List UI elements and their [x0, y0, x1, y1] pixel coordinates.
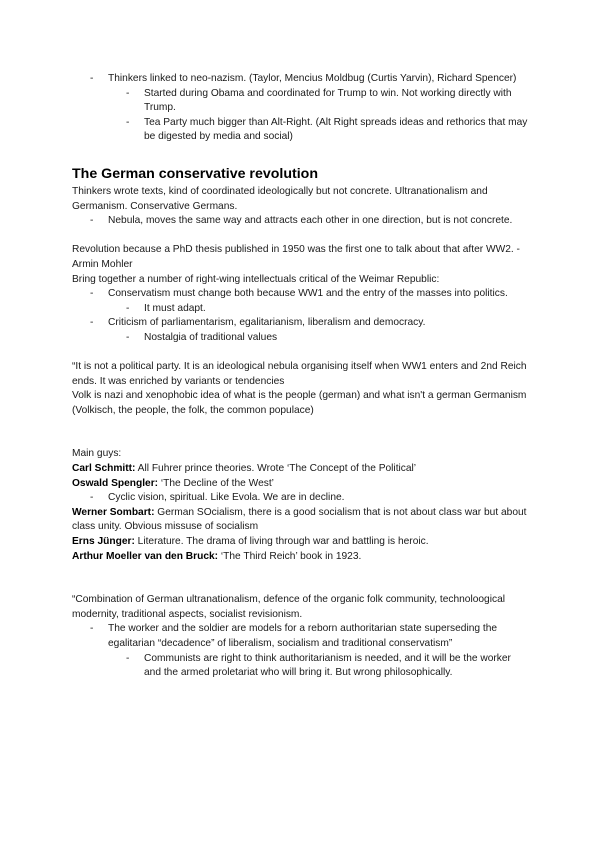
bullet-dash: -: [90, 623, 94, 635]
bullet-dash: -: [90, 215, 94, 227]
thinker-entry: [72, 462, 530, 477]
paragraph: Volk is nazi and xenophobic idea of what is the people (german) and what isn't a german Germanism (Volkisch, the people, the folk, the common populace): [72, 390, 527, 416]
paragraph: Revolution because a PhD thesis published in 1950 was the first one to talk about that after WW2. - Armin Mohler: [72, 244, 520, 270]
thinker-name: Oswald Spengler:: [72, 477, 159, 489]
thinker-entry: [72, 477, 530, 492]
list-item-text: It must adapt.: [144, 302, 206, 314]
spacer: [72, 229, 530, 244]
thinker-name: Erns Jünger:: [72, 536, 135, 548]
quote-paragraph: “It is not a political party. It is an ideological nebula organising itself when WW1 enters and 2nd Reich ends. It was enriched by variants or tendencies: [72, 361, 527, 387]
bullet-dash: -: [126, 302, 130, 314]
thinker-description: ‘The Decline of the West’: [158, 477, 274, 489]
thinker-description: ‘The Third Reich’ book in 1923.: [218, 550, 362, 562]
list-item-text: Criticism of parliamentarism, egalitarianism, liberalism and democracy.: [108, 317, 426, 329]
sub-list-item: [72, 302, 530, 317]
bullet-dash: -: [126, 331, 130, 343]
sub-list-item: [72, 652, 530, 681]
thinker-entry: [72, 535, 530, 550]
thinker-entry: [72, 506, 530, 535]
list-item-text: Started during Obama and coordinated for Trump to win. Not working directly with Trump.: [144, 87, 512, 114]
thinker-name: Werner Sombart:: [72, 506, 155, 518]
list-item-text: Tea Party much bigger than Alt-Right. (Alt Right spreads ideas and rethorics that may be digested by media and social): [144, 116, 528, 143]
list-item: [72, 72, 530, 87]
spacer: [72, 418, 530, 447]
list-item-text: Conservatism must change both because WW1 and the entry of the masses into politics.: [108, 288, 508, 300]
list-item: [72, 287, 530, 302]
list-item: [72, 491, 530, 506]
section-heading: The German conservative revolution: [72, 165, 318, 182]
document-body: [72, 72, 530, 681]
spacer: [72, 564, 530, 593]
thinker-name: Carl Schmitt:: [72, 463, 136, 475]
thinker-description: German SOcialism, there is a good socialism that is not about class war but about class unity. Obvious missuse of socialism: [72, 506, 527, 533]
thinker-description: Literature. The drama of living through war and battling is heroic.: [134, 536, 429, 548]
sub-list-item: [72, 116, 530, 145]
sub-list-item: [72, 331, 530, 346]
list-item-text: Nostalgia of traditional values: [144, 331, 278, 343]
bullet-dash: -: [90, 492, 94, 504]
main-guys-label: Main guys:: [72, 448, 122, 460]
bullet-dash: -: [90, 317, 94, 329]
sub-list-item: [72, 87, 530, 116]
list-item: [72, 316, 530, 331]
spacer: [72, 346, 530, 361]
bullet-dash: -: [126, 652, 130, 664]
paragraph: Thinkers wrote texts, kind of coordinated ideologically but not concrete. Ultranationalism and Germanism. Conservative Germans.: [72, 185, 488, 212]
list-item-text: The worker and the soldier are models for a reborn authoritarian state superseding the egalitarian “decadence” of liberalism, socialism and traditional conservatism”: [108, 623, 498, 649]
list-item-text: Cyclic vision, spiritual. Like Evola. We are in decline.: [108, 492, 345, 504]
bullet-dash: -: [126, 87, 130, 99]
quote-paragraph: “Combination of German ultranationalism, defence of the organic folk community, technoloogical modernity, traditional aspects, socialist revisionism.: [72, 594, 506, 620]
thinker-description: All Fuhrer prince theories. Wrote ‘The Concept of the Political’: [135, 463, 417, 475]
list-item-text: Thinkers linked to neo-nazism. (Taylor, Mencius Moldbug (Curtis Yarvin), Richard Spencer): [108, 73, 517, 84]
list-item-text: Nebula, moves the same way and attracts each other in one direction, but is not concrete.: [108, 215, 513, 227]
list-item: [72, 622, 530, 651]
list-item-text: Communists are right to think authoritarianism is needed, and it will be the worker and the armed proletariat who will bring it. But wrong philosophically.: [144, 652, 511, 679]
thinker-name: Arthur Moeller van den Bruck:: [72, 550, 219, 562]
thinker-entry: [72, 550, 530, 565]
list-item: [72, 214, 530, 229]
bullet-dash: -: [126, 116, 130, 128]
bullet-dash: -: [90, 288, 94, 300]
bullet-dash: -: [90, 73, 94, 84]
paragraph: Bring together a number of right-wing intellectuals critical of the Weimar Republic:: [72, 273, 440, 285]
